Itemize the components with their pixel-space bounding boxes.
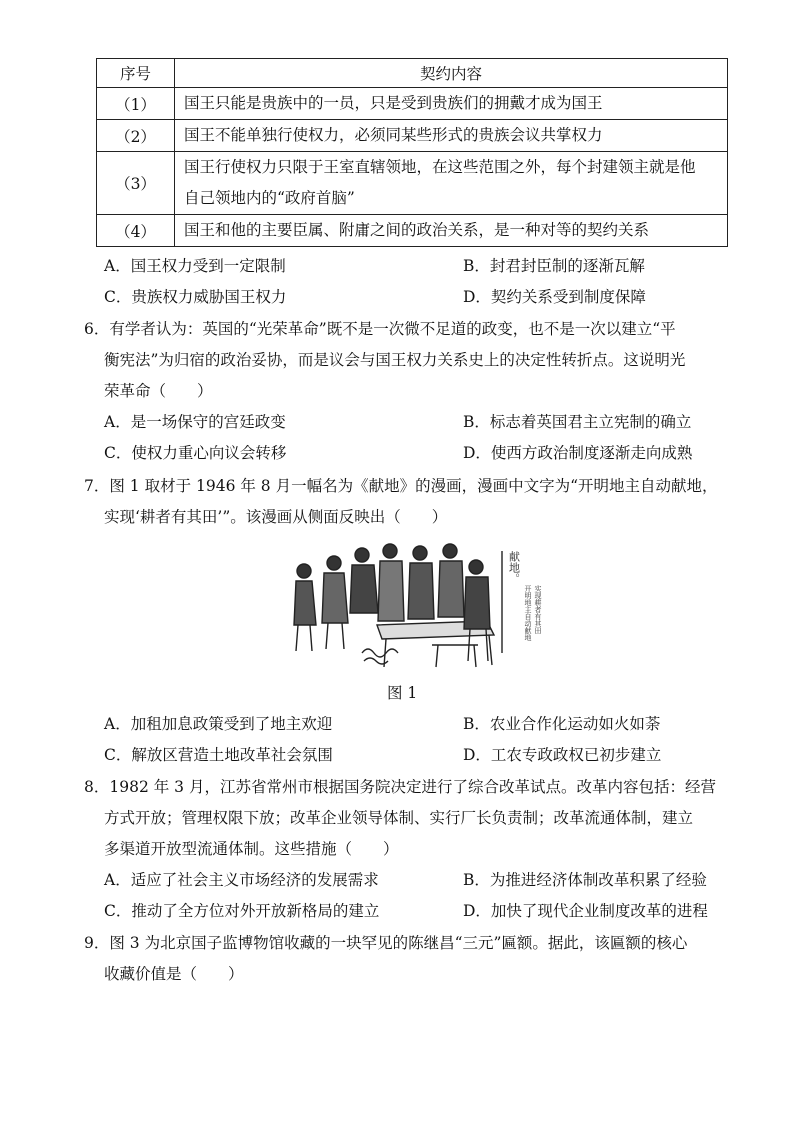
q6-option-a: A．是一场保守的宫廷政变	[104, 413, 286, 431]
contract-table	[96, 58, 728, 247]
row-content-line: 自己领地内的“政府首脑”	[184, 189, 355, 207]
q6-stem-line: 荣革命（ ）	[104, 382, 213, 400]
q5-option-c: C．贵族权力威胁国王权力	[104, 288, 287, 306]
row-number: （3）	[97, 152, 175, 215]
q8-option-d: D．加快了现代企业制度改革的进程	[463, 902, 708, 920]
header-number: 序号	[97, 59, 175, 88]
q6-option-c: C．使权力重心向议会转移	[104, 444, 287, 462]
q8-stem-line: 多渠道开放型流通体制。这些措施（ ）	[104, 840, 399, 858]
header-content: 契约内容	[175, 59, 728, 88]
row-content: 国王和他的主要臣属、附庸之间的政治关系，是一种对等的契约关系	[175, 215, 728, 247]
q6-stem-line: 6．有学者认为：英国的“光荣革命”既不是一次微不足道的政变，也不是一次以建立“平	[84, 320, 676, 338]
q5-option-b: B．封君封臣制的逐渐瓦解	[463, 257, 645, 275]
q5-option-a: A．国王权力受到一定限制	[104, 257, 286, 275]
q7-stem-line: 7．图 1 取材于 1946 年 8 月一幅名为《献地》的漫画，漫画中文字为“开明地主自动献地，	[84, 477, 718, 495]
row-content: 国王不能单独行使权力，必须同某些形式的贵族会议共掌权力	[175, 120, 728, 152]
row-content-line: 国王行使权力只限于王室直辖领地，在这些范围之外，每个封建领主就是他	[184, 158, 696, 176]
table-row	[97, 152, 728, 215]
q9-stem-line: 9．图 3 为北京国子监博物馆收藏的一块罕见的陈继昌“三元”匾额。据此，该匾额的核心	[84, 934, 688, 952]
cartoon-text-line: 实现耕者有其田	[534, 585, 542, 634]
q8-stem-line: 方式开放；管理权限下放；改革企业领导体制、实行厂长负责制；改革流通体制，建立	[104, 809, 694, 827]
cartoon-text-line: 开明地主自动献地	[524, 585, 532, 641]
q7-stem-line: 实现‘耕者有其田’”。该漫画从侧面反映出（ ）	[104, 508, 448, 526]
q7-option-d: D．工农专政政权已初步建立	[463, 746, 662, 764]
q6-option-d: D．使西方政治制度逐渐走向成熟	[463, 444, 693, 462]
q7-option-c: C．解放区营造土地改革社会氛围	[104, 746, 333, 764]
cartoon-illustration	[282, 533, 548, 673]
row-number: （1）	[97, 88, 175, 120]
row-content: 国王只能是贵族中的一员，只是受到贵族们的拥戴才成为国王	[175, 88, 728, 120]
q6-option-b: B．标志着英国君主立宪制的确立	[463, 413, 692, 431]
cartoon-title: 献地。	[507, 551, 521, 584]
q7-option-b: B．农业合作化运动如火如荼	[463, 715, 661, 733]
q9-stem-line: 收藏价值是（ ）	[104, 965, 244, 983]
q8-option-b: B．为推进经济体制改革积累了经验	[463, 871, 707, 889]
row-number: （4）	[97, 215, 175, 247]
q5-option-d: D．契约关系受到制度保障	[463, 288, 646, 306]
table-row	[97, 120, 728, 152]
q6-stem-line: 衡宪法”为归宿的政治妥协，而是议会与国王权力关系史上的决定性转折点。这说明光	[104, 351, 686, 369]
figure-caption: 图 1	[387, 684, 418, 702]
row-number: （2）	[97, 120, 175, 152]
q8-stem-line: 8．1982 年 3 月，江苏省常州市根据国务院决定进行了综合改革试点。改革内容包括：经营	[84, 778, 716, 796]
row-content	[175, 152, 728, 215]
q8-option-c: C．推动了全方位对外开放新格局的建立	[104, 902, 380, 920]
q7-option-a: A．加租加息政策受到了地主欢迎	[104, 715, 333, 733]
table-header-row	[97, 59, 728, 88]
q8-option-a: A．适应了社会主义市场经济的发展需求	[104, 871, 379, 889]
table-row	[97, 215, 728, 247]
table-row	[97, 88, 728, 120]
